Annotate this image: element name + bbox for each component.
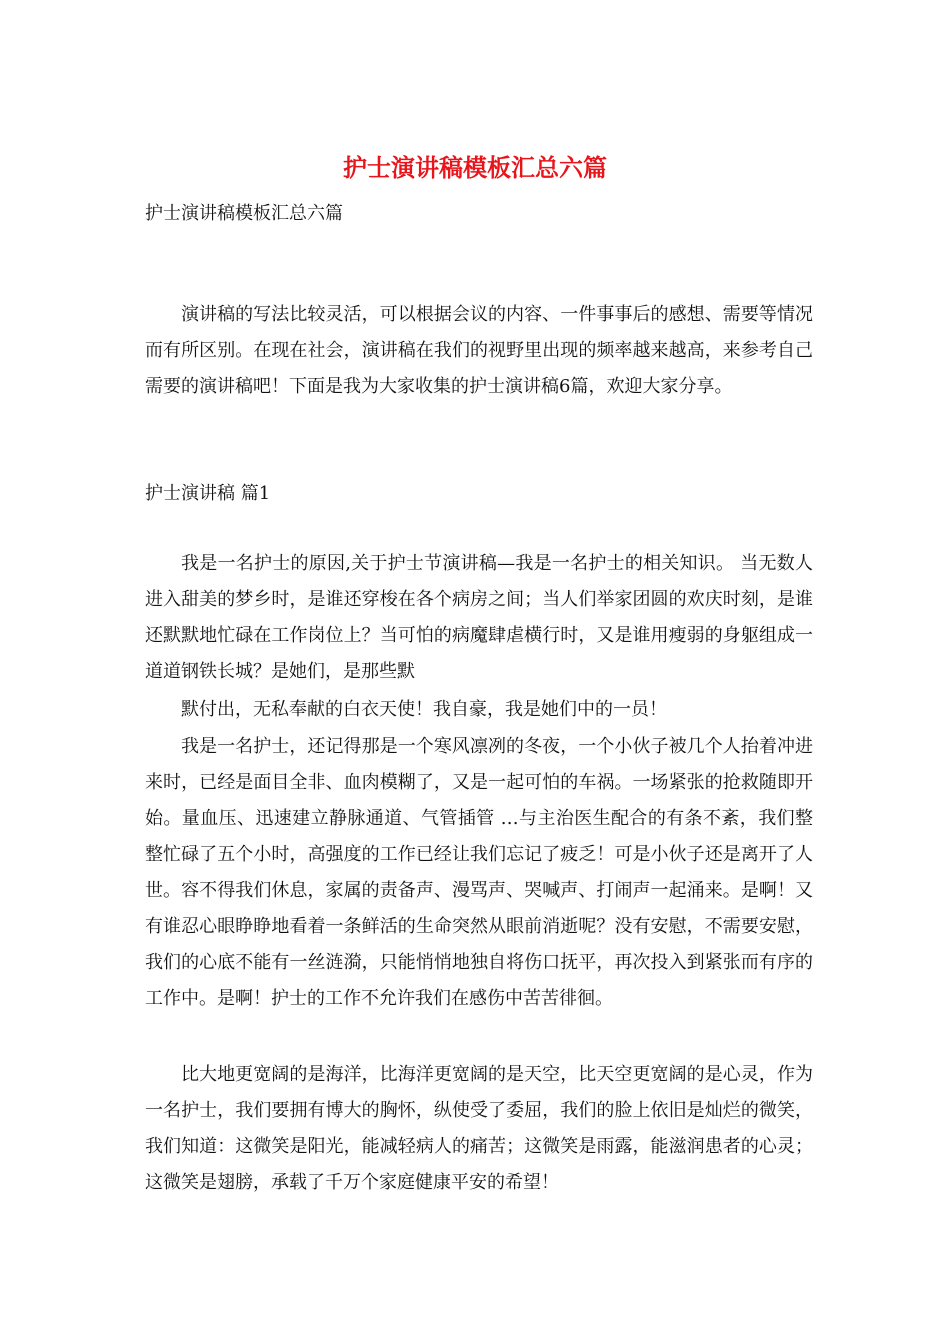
body-paragraph: 我是一名护士，还记得那是一个寒风凛冽的冬夜，一个小伙子被几个人抬着冲进来时，已经是面目全非、血肉模糊了，又是一起可怕的车祸。一场紧张的抢救随即开始。量血压、迅速建立静脉通道、气管插管 …与主治医生配合的有条不紊，我们整整忙碌了五个小时，高强度的工作已经让我们忘记了疲乏！可是小伙子还是离开了人世。容不得我们休息，家属的责备声、漫骂声、哭喊声、打闹声一起涌来。是啊！又有谁忍心眼睁睁地看着一条鲜活的生命突然从眼前消逝呢？没有安慰，不需要安慰，我们的心底不能有一丝涟漪，只能悄悄地独自将伤口抚平，再次投入到紧张而有序的工作中。是啊！护士的工作不允许我们在感伤中苦苦徘徊。 [145, 736, 813, 1009]
document-subtitle: 护士演讲稿模板汇总六篇 [145, 203, 343, 224]
body-paragraph: 默付出，无私奉献的白衣天使！我自豪，我是她们中的一员！ [181, 699, 667, 720]
body-paragraph: 我是一名护士的原因,关于护士节演讲稿—我是一名护士的相关知识。 当无数人进入甜美的梦乡时，是谁还穿梭在各个病房之间；当人们举家团圆的欢庆时刻，是谁还默默地忙碌在工作岗位上？当可怕的病魔肆虐横行时，又是谁用瘦弱的身躯组成一道道钢铁长城？是她们，是那些默 [145, 553, 813, 682]
intro-paragraph: 演讲稿的写法比较灵活，可以根据会议的内容、一件事事后的感想、需要等情况而有所区别。在现在社会，演讲稿在我们的视野里出现的频率越来越高，来参考自己需要的演讲稿吧！下面是我为大家收集的护士演讲稿6篇，欢迎大家分享。 [145, 304, 813, 397]
document-title: 护士演讲稿模板汇总六篇 [343, 153, 607, 182]
section-heading: 护士演讲稿 篇1 [145, 483, 271, 504]
body-paragraph: 比大地更宽阔的是海洋，比海洋更宽阔的是天空，比天空更宽阔的是心灵，作为一名护士，我们要拥有博大的胸怀，纵使受了委屈，我们的脸上依旧是灿烂的微笑，我们知道：这微笑是阳光，能减轻病人的痛苦；这微笑是雨露，能滋润患者的心灵；这微笑是翅膀，承载了千万个家庭健康平安的希望！ [145, 1064, 813, 1193]
